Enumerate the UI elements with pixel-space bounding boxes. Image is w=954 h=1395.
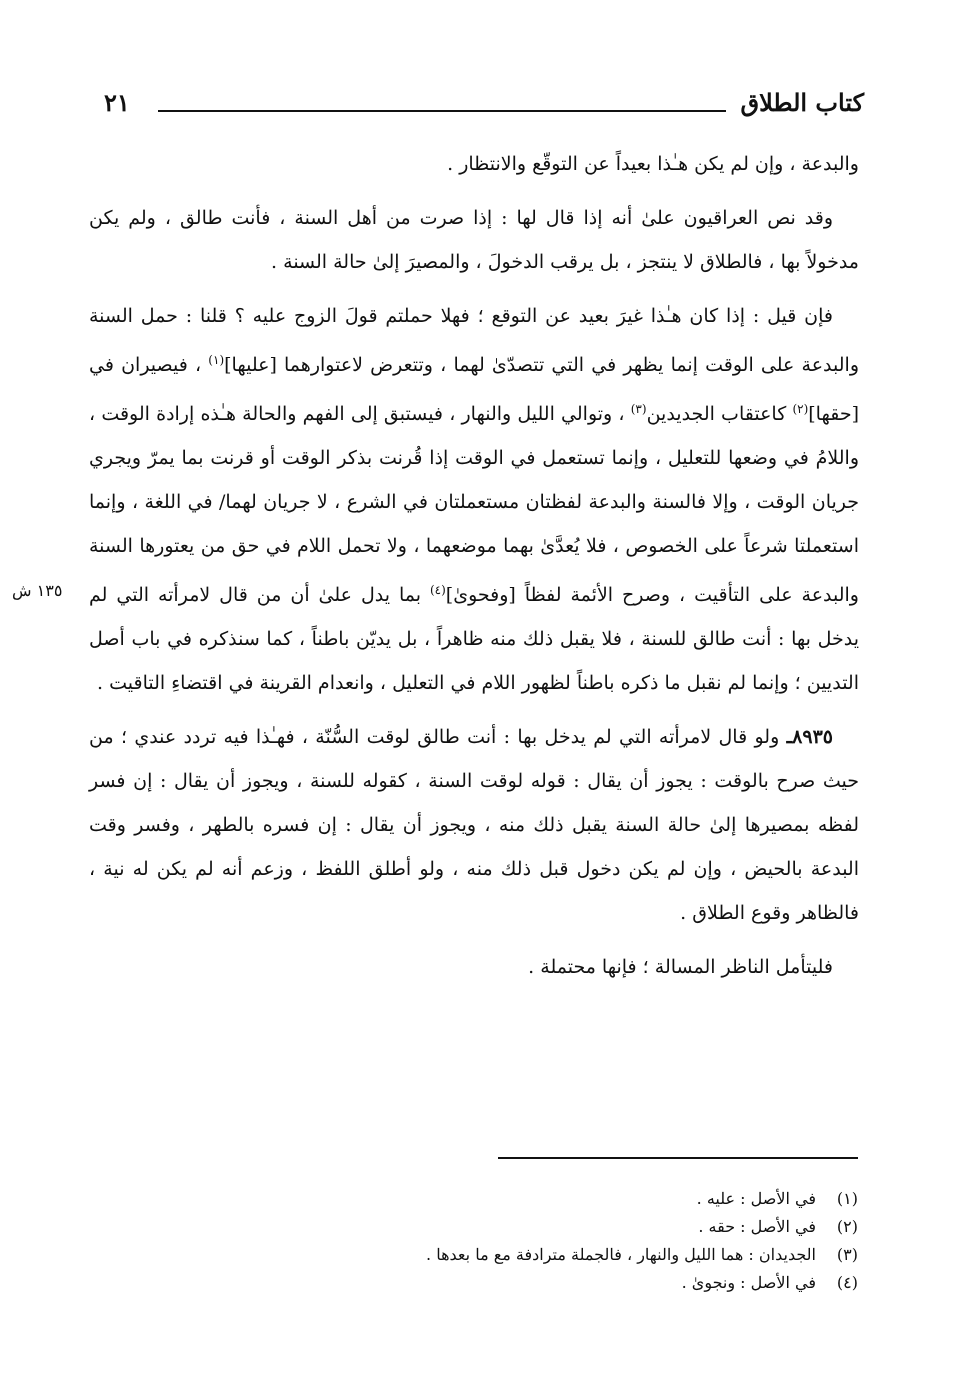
- issue-number: ٨٩٣٥ـ: [786, 726, 833, 748]
- main-text: [89, 142, 859, 999]
- footnotes: [88, 1185, 858, 1297]
- footnote-ref-3: (٣): [630, 402, 647, 416]
- margin-manuscript-note: ١٣٥ ش: [12, 581, 63, 600]
- paragraph-3: فإن قيل : إذا كان هـٰذا غيرَ بعيد عن التوقع ؛ فهلا حملتم قولَ الزوج عليه ؟ قلنا : حمل السنة والبدعة على الوقت إنما يظهر في التي تتصدّىٰ لهما ، وتتعرض لاعتوارهما [عليها]$^{(١)}$ ، فيصيران في [حقها]$^{(٢)}$ كاعتقاب الجديدين$^{(٣)}$ ، وتوالي الليل والنهار ، فيستبق إلى الفهم والحالة هـٰذه إرادة الوقت ، واللامُ في وضعها للتعليل ، وإنما تستعمل في الوقت إذا قُرنت بذكر الوقت أو قرنت بما يمرّ ويجري جريان الوقت ، وإلا فالسنة والبدعة لفظتان مستعملتان في الشرع ، لا جريان لهما/ في اللغة ، وإنما استعملتا شرعاً على الخصوص ، فلا يُعدَّىٰ بهما موضعهما ، ولا تحمل اللام في حق من يعتورها السنة والبدعة على التأقيت ، وصرح الأئمة لفظاً [وفحوىٰ]$^{(٤)}$ بما يدل علىٰ أن من قال لامرأته التي لم يدخل بها : أنت طالق للسنة ، فلا يقبل ذلك منه ظاهراً ، بل يديّن باطناً ، كما سنذكره في باب أصل التديين ؛ وإنما لم نقبل ما ذكره باطناً لظهور اللام في التعليل ، وانعدام القرينة في اقتضاءِ التاقيت .: [89, 305, 859, 694]
- paragraph-4: ٨٩٣٥ـ ولو قال لامرأته التي لم يدخل بها : أنت طالق لوقت السُّنّة ، فهـٰذا فيه تردد عندي ؛ من حيث صرح بالوقت : يجوز أن يقال : قوله لوقت السنة ، كقوله للسنة ، ويجوز أن يقال : إن فسر لفظه بمصيرها إلىٰ حالة السنة يقبل ذلك منه ، ويجوز أن يقال : إن فسره بالطهر ، وفسر وقت البدعة بالحيض ، وإن لم يكن دخول قبل ذلك منه ، ولو أطلق اللفظ ، وزعم أنه لم يكن له نية ، فالظاهر وقوع الطلاق .: [89, 726, 859, 924]
- footnote-2: (٢) في الأصل : حقه .: [698, 1217, 858, 1236]
- footnote-ref-4: (٤): [429, 583, 446, 597]
- page-number: ٢١: [104, 88, 130, 117]
- footnote-ref-2: (٢): [792, 402, 809, 416]
- header-rule: [158, 110, 726, 112]
- footnote-ref-1: (١): [208, 353, 225, 367]
- footnote-3: (٣) الجديدان : هما الليل والنهار ، فالجملة مترادفة مع ما بعدها .: [426, 1245, 858, 1264]
- footnote-4: (٤) في الأصل : ونجوىٰ .: [681, 1273, 858, 1292]
- paragraph-2: وقد نص العراقيون علىٰ أنه إذا قال لها : إذا صرت من أهل السنة ، فأنت طالق ، ولم يكن مدخولاً بها ، فالطلاق لا ينتجز ، بل يرقب الدخولَ ، والمصيرَ إلىٰ حالة السنة .: [89, 207, 859, 273]
- paragraph-5: فليتأمل الناظر المسالة ؛ فإنها محتملة .: [528, 956, 833, 978]
- book-title: كتاب الطلاق: [740, 88, 864, 117]
- footnote-1: (١) في الأصل : عليه .: [696, 1189, 858, 1208]
- paragraph-1: والبدعة ، وإن لم يكن هـٰذا بعيداً عن التوقّع والانتظار .: [447, 153, 859, 175]
- running-header: [96, 86, 864, 126]
- footnote-separator: [498, 1157, 858, 1159]
